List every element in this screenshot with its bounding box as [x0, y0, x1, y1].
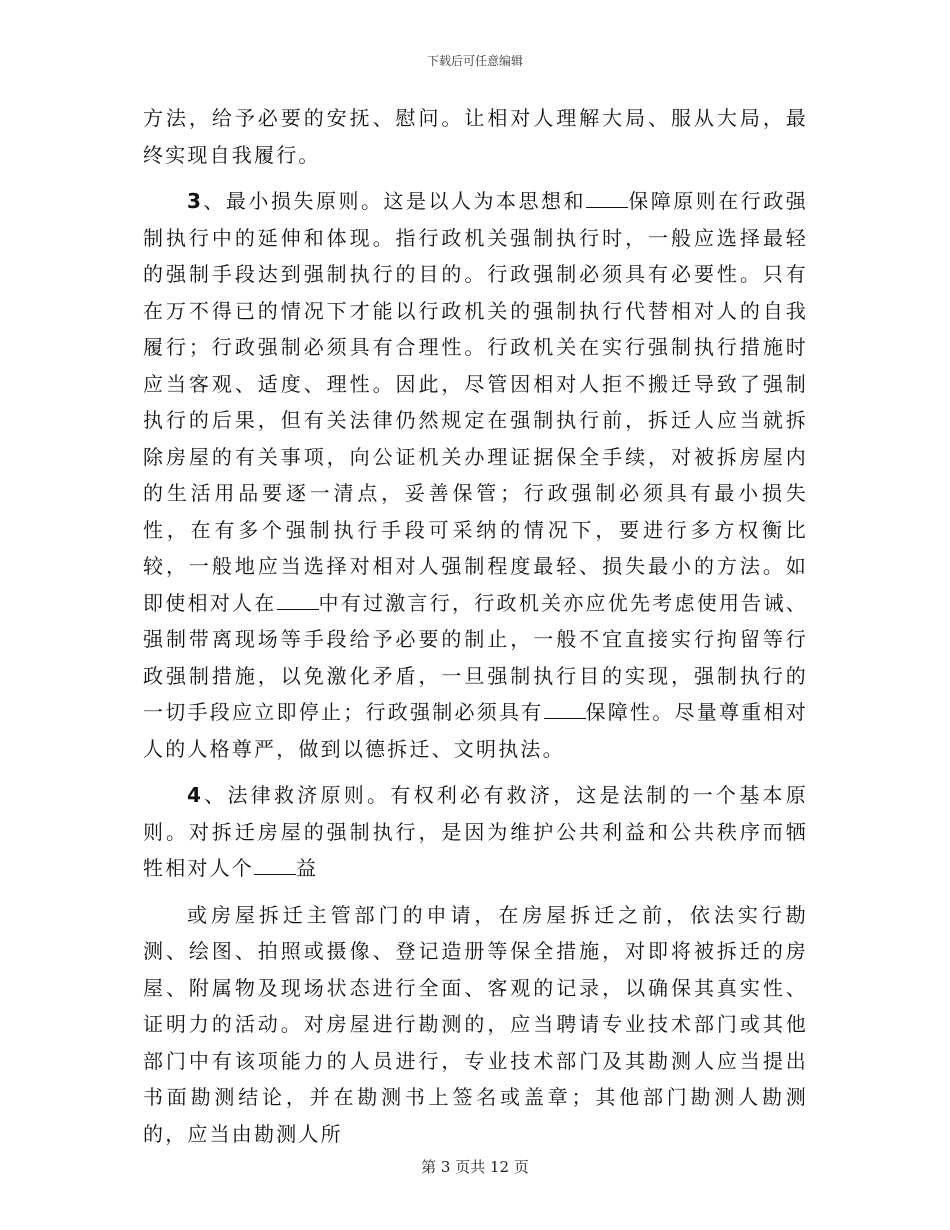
fill-blank — [254, 852, 296, 875]
page-footer: 第 3 页共 12 页 — [421, 1158, 529, 1176]
paragraph-text: 、最小损失原则。这是以人为本思想和 — [203, 189, 586, 213]
paragraph-text: 或房屋拆迁主管部门的申请，在房屋拆迁之前，依法实行勘测、绘图、拍照或摄像、登记造册等保全措施，对即将被拆迁的房屋、附属物及现场状态进行全面、客观的记录，以确保其真实性、证明力的活动。对房屋进行勘测的，应当聘请专业技术部门或其他部门中有该项能力的人员进行，专业技术部门及其勘测人应当提出书面勘测结论，并在勘测书上签名或盖章；其他部门勘测人勘测的，应当由勘测人所 — [143, 902, 808, 1146]
document-body — [143, 100, 808, 1162]
fill-blank — [586, 185, 628, 208]
paragraph-text: 保障原则在行政强制执行中的延伸和体现。指行政机关强制执行时，一般应选择最轻的强制手段达到强制执行的目的。行政强制必须具有必要性。只有在万不得已的情况下才能以行政机关的强制执行代替相对人的自我履行；行政强制必须具有合理性。行政机关在实行强制执行措施时应当客观、适度、理性。因此，尽管因相对人拒不搬迁导致了强制执行的后果，但有关法律仍然规定在强制执行前，拆迁人应当就拆除房屋的有关事项，向公证机关办理证据保全手续，对被拆房屋内的生活用品要逐一清点，妥善保管；行政强制必须具有最小损失性，在有多个强制执行手段可采纳的情况下，要进行多方权衡比较，一般地应当选择对相对人强制程度最轻、损失最小的方法。如即使相对人在 — [143, 189, 808, 615]
paragraph-principle-3 — [143, 183, 808, 767]
paragraph-principle-4 — [143, 777, 808, 887]
section-number: 3 — [187, 189, 204, 213]
fill-blank — [277, 587, 319, 610]
paragraph-text: 中有过激言行，行政机关亦应优先考虑使用告诫、强制带离现场等手段给予必要的制止，一般不宜直接实行拘留等行政强制措施，以免激化矛盾，一旦强制执行目的实现，强制执行的一切手段应立即停止；行政强制必须具有 — [143, 590, 808, 724]
page-header: 下载后可任意编辑 — [426, 54, 523, 68]
paragraph-evidence-preservation — [143, 897, 808, 1153]
paragraph-text: 益 — [296, 856, 319, 880]
fill-blank — [544, 696, 586, 719]
section-number: 4 — [187, 783, 204, 807]
paragraph-text: 方法，给予必要的安抚、慰问。让相对人理解大局、服从大局，最终实现自我履行。 — [143, 106, 808, 167]
paragraph-text: 、法律救济原则。有权利必有救济，这是法制的一个基本原则。对拆迁房屋的强制执行，是因为维护公共利益和公共秩序而牺牲相对人个 — [143, 783, 808, 880]
paragraph-text: 保障性。尽量尊重相对人的人格尊严，做到以德拆迁、文明执法。 — [143, 700, 808, 761]
paragraph-continuation — [143, 100, 808, 173]
